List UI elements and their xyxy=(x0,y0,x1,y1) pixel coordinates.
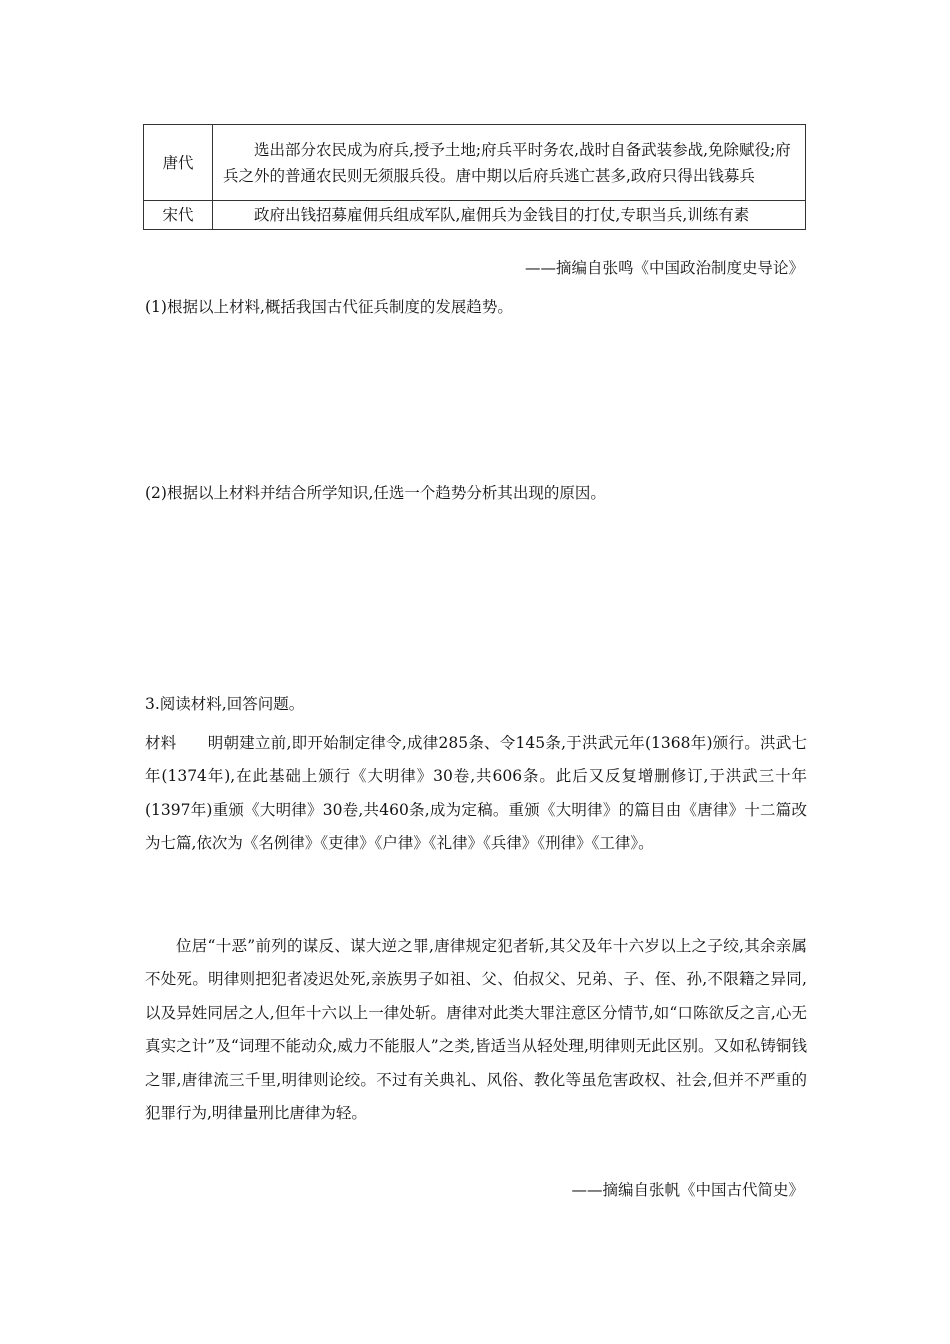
description-cell xyxy=(213,201,806,230)
source-citation-1: ——摘编自张鸣《中国政治制度史导论》 xyxy=(524,259,804,277)
material-paragraph-1 xyxy=(145,727,807,861)
material-paragraph-2: 位居“十恶”前列的谋反、谋大逆之罪,唐律规定犯者斩,其父及年十六岁以上之子绞,其余亲属不处死。明律则把犯者凌迟处死,亲族男子如祖、父、伯叔父、兄弟、子、侄、孙,不限籍之异同,以及异姓同居之人,但年十六以上一律处斩。唐律对此类大罪注意区分情节,如“口陈欲反之言,心无真实之计”及“词理不能动众,威力不能服人”之类,皆适当从轻处理,明律则无此区别。又如私铸铜钱之罪,唐律流三千里,明律则论绞。不过有关典礼、风俗、教化等虽危害政权、社会,但并不严重的犯罪行为,明律量刑比唐律为轻。 xyxy=(145,937,807,1123)
description-cell xyxy=(213,125,806,201)
dynasty-cell: 宋代 xyxy=(144,201,213,230)
table-row-tang xyxy=(144,125,806,201)
description-text: 选出部分农民成为府兵,授予土地;府兵平时务农,战时自备武装参战,免除赋役;府兵之外的普通农民则无须服兵役。唐中期以后府兵逃亡甚多,政府只得出钱募兵 xyxy=(223,140,791,185)
description-text: 政府出钱招募雇佣兵组成军队,雇佣兵为金钱目的打仗,专职当兵,训练有素 xyxy=(254,206,750,224)
military-system-table xyxy=(143,124,806,230)
question-1: (1)根据以上材料,概括我国古代征兵制度的发展趋势。 xyxy=(145,298,513,316)
question-2: (2)根据以上材料并结合所学知识,任选一个趋势分析其出现的原因。 xyxy=(145,484,606,502)
section-3-title: 3.阅读材料,回答问题。 xyxy=(145,695,305,713)
table-row-song xyxy=(144,201,806,230)
dynasty-cell: 唐代 xyxy=(144,125,213,201)
material-text-1: 明朝建立前,即开始制定律令,成律285条、令145条,于洪武元年(1368年)颁行。洪武七年(1374年),在此基础上颁行《大明律》30卷,共606条。此后又反复增删修订,于洪武三十年(1397年)重颁《大明律》30卷,共460条,成为定稿。重颁《大明律》的篇目由《唐律》十二篇改为七篇,依次为《名例律》《吏律》《户律》《礼律》《兵律》《刑律》《工律》。 xyxy=(145,734,807,853)
source-citation-2: ——摘编自张帆《中国古代简史》 xyxy=(571,1181,804,1199)
material-label: 材料 xyxy=(145,734,177,752)
